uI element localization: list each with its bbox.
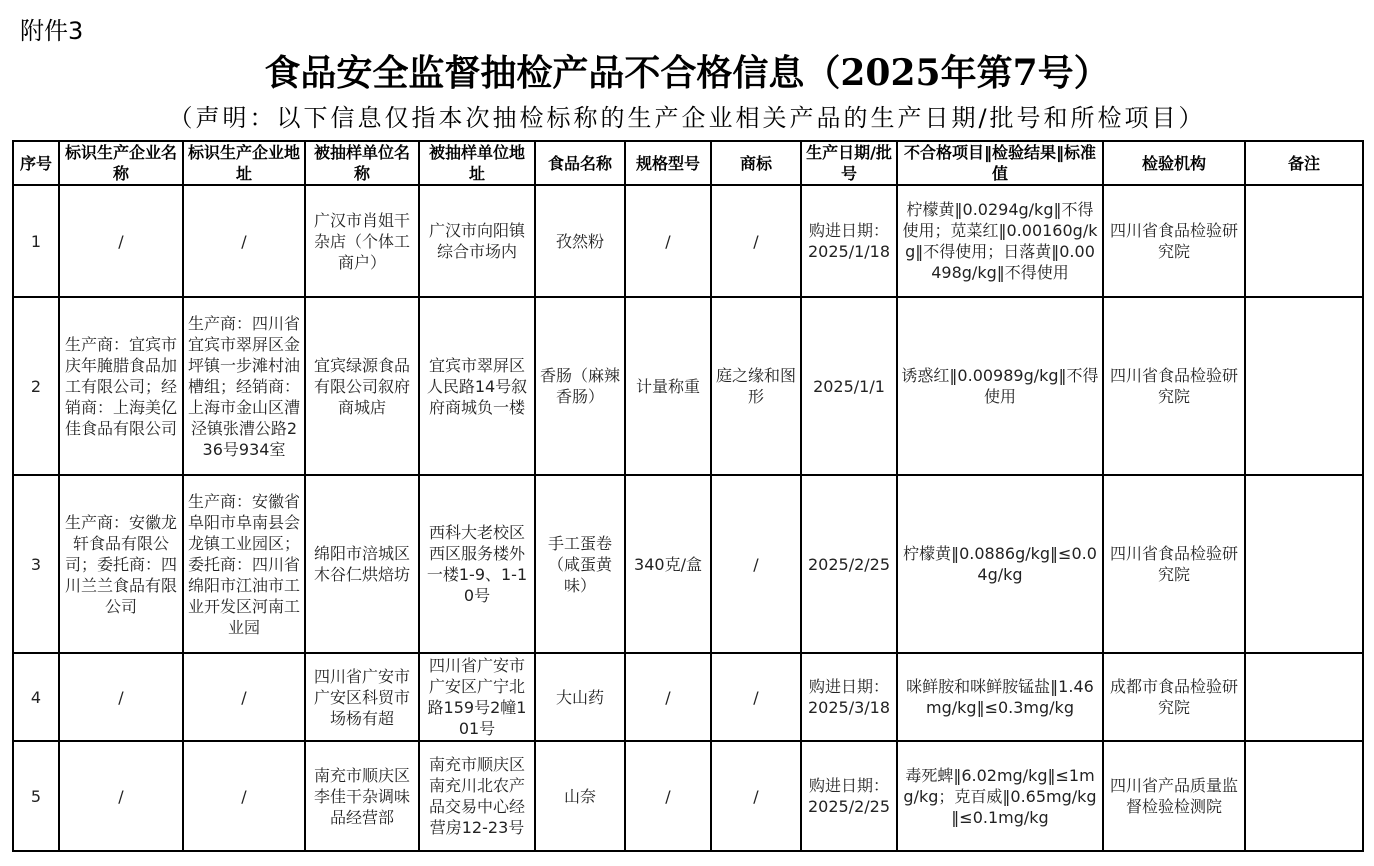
unqualified-products-table xyxy=(12,140,1364,852)
column-header: 序号 xyxy=(13,141,59,185)
table-cell xyxy=(1245,741,1363,851)
table-cell: 5 xyxy=(13,741,59,851)
table-cell: 四川省食品检验研究院 xyxy=(1103,185,1245,297)
table-cell: 购进日期：2025/2/25 xyxy=(801,741,897,851)
table-cell: 四川省食品检验研究院 xyxy=(1103,475,1245,653)
table-cell: 柠檬黄‖0.0294g/kg‖不得使用；苋菜红‖0.00160g/kg‖不得使用；日落黄‖0.00498g/kg‖不得使用 xyxy=(897,185,1103,297)
table-cell: 2 xyxy=(13,297,59,475)
column-header: 检验机构 xyxy=(1103,141,1245,185)
table-cell: 四川省广安市广安区科贸市场杨有超 xyxy=(305,653,419,741)
table-cell: 香肠（麻辣香肠） xyxy=(535,297,625,475)
table-cell: 宜宾市翠屏区人民路14号叙府商城负一楼 xyxy=(419,297,535,475)
table-cell: / xyxy=(183,185,305,297)
table-cell xyxy=(1245,297,1363,475)
table-cell: 孜然粉 xyxy=(535,185,625,297)
table-cell: 广汉市肖姐干杂店（个体工商户） xyxy=(305,185,419,297)
table-cell: 340克/盒 xyxy=(625,475,711,653)
table-cell: 咪鲜胺和咪鲜胺锰盐‖1.46mg/kg‖≤0.3mg/kg xyxy=(897,653,1103,741)
table-cell: 庭之缘和图形 xyxy=(711,297,801,475)
table-cell: 南充市顺庆区南充川北农产品交易中心经营房12-23号 xyxy=(419,741,535,851)
column-header: 商标 xyxy=(711,141,801,185)
table-row xyxy=(13,653,1363,741)
table-cell: / xyxy=(625,653,711,741)
table-cell: / xyxy=(59,185,183,297)
table-cell: 西科大老校区西区服务楼外一楼1-9、1-10号 xyxy=(419,475,535,653)
table-row xyxy=(13,185,1363,297)
column-header: 备注 xyxy=(1245,141,1363,185)
table-cell: 宜宾绿源食品有限公司叙府商城店 xyxy=(305,297,419,475)
column-header: 不合格项目‖检验结果‖标准值 xyxy=(897,141,1103,185)
table-cell: / xyxy=(711,653,801,741)
table-cell: / xyxy=(183,741,305,851)
table-cell: 成都市食品检验研究院 xyxy=(1103,653,1245,741)
column-header: 规格型号 xyxy=(625,141,711,185)
table-cell: 生产商：安徽省阜阳市阜南县会龙镇工业园区；委托商：四川省绵阳市江油市工业开发区河南工业园 xyxy=(183,475,305,653)
table-cell: 2025/2/25 xyxy=(801,475,897,653)
table-cell: 1 xyxy=(13,185,59,297)
column-header: 食品名称 xyxy=(535,141,625,185)
table-cell: / xyxy=(711,185,801,297)
table-cell: 广汉市向阳镇综合市场内 xyxy=(419,185,535,297)
table-cell: 购进日期：2025/3/18 xyxy=(801,653,897,741)
table-cell: 购进日期：2025/1/18 xyxy=(801,185,897,297)
table-cell: 绵阳市涪城区木谷仁烘焙坊 xyxy=(305,475,419,653)
table-cell: 生产商：宜宾市庆年腌腊食品加工有限公司；经销商：上海美亿佳食品有限公司 xyxy=(59,297,183,475)
table-cell: 3 xyxy=(13,475,59,653)
table-cell xyxy=(1245,185,1363,297)
table-cell xyxy=(1245,475,1363,653)
table-cell xyxy=(1245,653,1363,741)
table-cell: 计量称重 xyxy=(625,297,711,475)
table-cell: / xyxy=(183,653,305,741)
table-cell: 生产商：安徽龙轩食品有限公司；委托商：四川兰兰食品有限公司 xyxy=(59,475,183,653)
table-cell: 4 xyxy=(13,653,59,741)
attachment-label: 附件3 xyxy=(20,17,84,45)
column-header: 被抽样单位地址 xyxy=(419,141,535,185)
table-cell: / xyxy=(625,185,711,297)
table-cell: / xyxy=(625,741,711,851)
page-subtitle: （声明：以下信息仅指本次抽检标称的生产企业相关产品的生产日期/批号和所检项目） xyxy=(168,104,1206,132)
column-header: 被抽样单位名称 xyxy=(305,141,419,185)
table-row xyxy=(13,741,1363,851)
table-cell: / xyxy=(711,741,801,851)
column-header: 生产日期/批号 xyxy=(801,141,897,185)
table-cell: / xyxy=(59,653,183,741)
table-cell: / xyxy=(711,475,801,653)
table-cell: 南充市顺庆区李佳干杂调味品经营部 xyxy=(305,741,419,851)
table-cell: 手工蛋卷（咸蛋黄味） xyxy=(535,475,625,653)
table-cell: 生产商：四川省宜宾市翠屏区金坪镇一步滩村油槽组；经销商：上海市金山区漕泾镇张漕公路236号934室 xyxy=(183,297,305,475)
table-cell: 四川省食品检验研究院 xyxy=(1103,297,1245,475)
table-header-row xyxy=(13,141,1363,185)
table-cell: 柠檬黄‖0.0886g/kg‖≤0.04g/kg xyxy=(897,475,1103,653)
table-cell: 诱惑红‖0.00989g/kg‖不得使用 xyxy=(897,297,1103,475)
column-header: 标识生产企业地址 xyxy=(183,141,305,185)
table-cell: 四川省产品质量监督检验检测院 xyxy=(1103,741,1245,851)
page-title: 食品安全监督抽检产品不合格信息（2025年第7号） xyxy=(264,52,1110,94)
table-cell: 山奈 xyxy=(535,741,625,851)
column-header: 标识生产企业名称 xyxy=(59,141,183,185)
table-row xyxy=(13,297,1363,475)
table-cell: 毒死蜱‖6.02mg/kg‖≤1mg/kg；克百威‖0.65mg/kg‖≤0.1mg/kg xyxy=(897,741,1103,851)
table-cell: 2025/1/1 xyxy=(801,297,897,475)
table-cell: / xyxy=(59,741,183,851)
table-cell: 四川省广安市广安区广宁北路159号2幢101号 xyxy=(419,653,535,741)
table-cell: 大山药 xyxy=(535,653,625,741)
table-row xyxy=(13,475,1363,653)
